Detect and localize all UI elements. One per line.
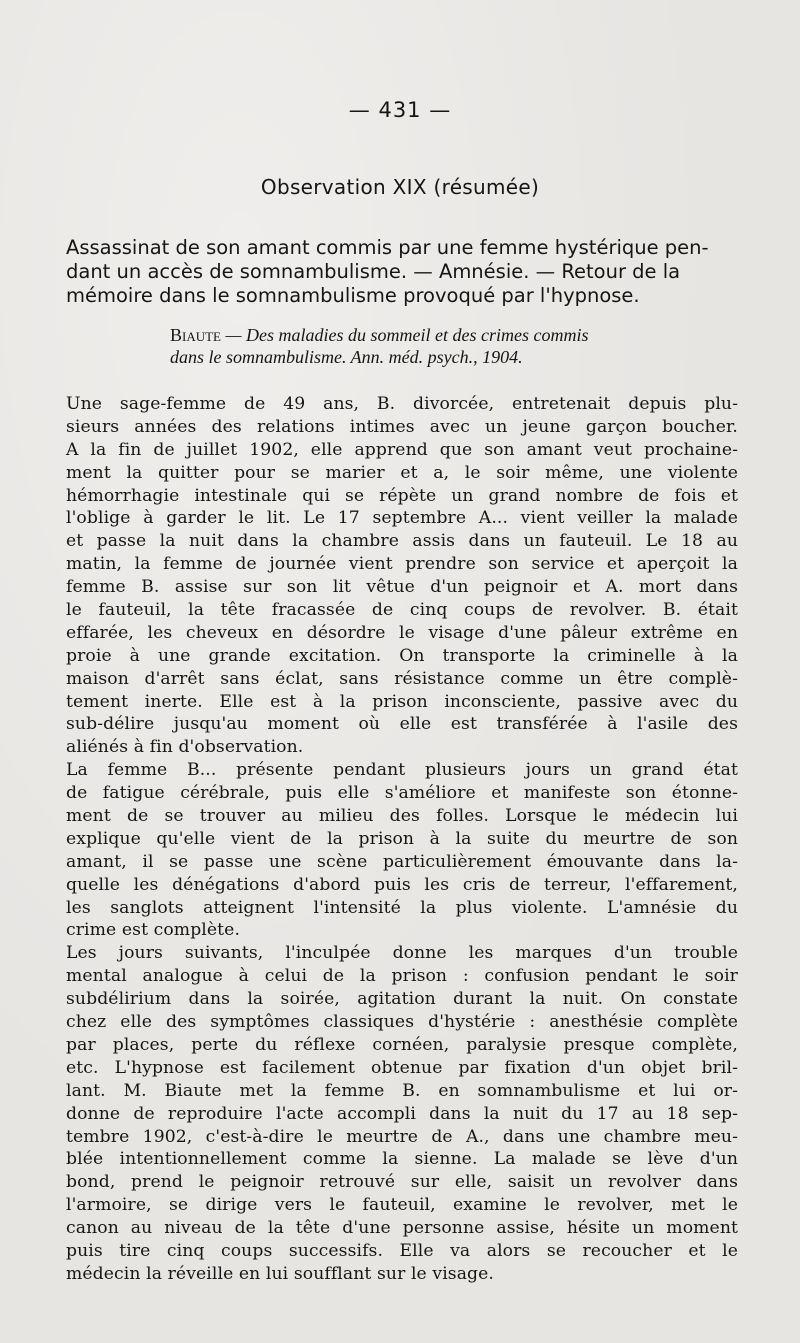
body-line: canon au niveau de la tête d'une personne assise, hésite un moment	[66, 1218, 738, 1239]
body-line: matin, la femme de journée vient prendre son service et aperçoit la	[66, 554, 738, 575]
body-line: amant, il se passe une scène particulièrement émouvante dans la-	[66, 851, 738, 872]
summary-line: Assassinat de son amant commis par une femme hystérique pen-	[66, 236, 709, 259]
body-line: A la fin de juillet 1902, elle apprend que son amant veut prochaine-	[66, 439, 738, 460]
body-line: ment de se trouver au milieu des folles. Lorsque le médecin lui	[66, 806, 738, 827]
body-line: et passe la nuit dans la chambre assis dans un fauteuil. Le 18 au	[66, 531, 738, 552]
case-summary	[66, 236, 738, 308]
body-line: donne de reproduire l'acte accompli dans la nuit du 17 au 18 sep-	[66, 1103, 738, 1124]
observation-title: Observation XIX (résumée)	[260, 175, 540, 199]
body-line: explique qu'elle vient de la prison à la suite du meurtre de son	[66, 828, 738, 849]
body-line: chez elle des symptômes classiques d'hystérie : anesthésie complète	[66, 1012, 738, 1033]
body-line: médecin la réveille en lui soufflant sur le visage.	[66, 1263, 494, 1284]
body-line: Une sage-femme de 49 ans, B. divorcée, entretenait depuis plu-	[66, 394, 738, 414]
body-line: proie à une grande excitation. On transporte la criminelle à la	[66, 645, 738, 666]
page-number: — 431 —	[348, 98, 452, 122]
body-line: les sanglots atteignent l'intensité la plus violente. L'amnésie du	[66, 897, 738, 918]
body-line: La femme B... présente pendant plusieurs jours un grand état	[66, 760, 738, 781]
summary-line: mémoire dans le somnambulisme provoqué par l'hypnose.	[66, 284, 640, 307]
body-line: lant. M. Biaute met la femme B. en somnambulisme et lui or-	[66, 1080, 738, 1101]
body-line: quelle les dénégations d'abord puis les cris de terreur, l'effarement,	[66, 874, 738, 895]
body-line: ment la quitter pour se marier et a, le soir même, une violente	[66, 462, 738, 483]
body-line: blée intentionnellement comme la sienne. La malade se lève d'un	[66, 1149, 738, 1170]
body-line: etc. L'hypnose est facilement obtenue par fixation d'un objet bril-	[66, 1057, 738, 1078]
summary-line: dant un accès de somnambulisme. — Amnésie. — Retour de la	[66, 260, 681, 283]
body-line: par places, perte du réflexe cornéen, paralysie presque complète,	[66, 1034, 738, 1055]
body-line: hémorrhagie intestinale qui se répète un grand nombre de fois et	[66, 485, 738, 506]
body-line: maison d'arrêt sans éclat, sans résistance comme un être complè-	[66, 668, 738, 689]
body-line: subdélirium dans la soirée, agitation durant la nuit. On constate	[66, 989, 738, 1010]
body-line: sieurs années des relations intimes avec un jeune garçon boucher.	[66, 416, 738, 437]
body-line: le fauteuil, la tête fracassée de cinq coups de revolver. B. était	[66, 600, 738, 621]
reference-line-2: dans le somnambulisme. Ann. méd. psych., 1904.	[170, 347, 523, 367]
reference-author: Biaute	[170, 325, 221, 345]
body-line: bond, prend le peignoir retrouvé sur elle, saisit un revolver dans	[66, 1172, 738, 1193]
body-line: Les jours suivants, l'inculpée donne les marques d'un trouble	[66, 943, 738, 964]
observation-body	[66, 393, 738, 1286]
body-line: puis tire cinq coups successifs. Elle va alors se recoucher et le	[66, 1240, 738, 1261]
body-line: aliénés à fin d'observation.	[66, 737, 304, 758]
bibliographic-reference	[66, 324, 738, 368]
body-line: crime est complète.	[66, 920, 241, 941]
body-line: tembre 1902, c'est-à-dire le meurtre de A., dans une chambre meu-	[66, 1126, 738, 1147]
body-line: sub-délire jusqu'au moment où elle est transférée à l'asile des	[66, 714, 738, 735]
body-line: effarée, les cheveux en désordre le visage d'une pâleur extrême en	[66, 622, 738, 643]
body-line: l'oblige à garder le lit. Le 17 septembre A... vient veiller la malade	[66, 508, 738, 529]
reference-title-start: — Des maladies du sommeil et des crimes commis	[221, 325, 589, 345]
reference-line-1	[66, 324, 738, 346]
body-line: tement inerte. Elle est à la prison inconsciente, passive avec du	[66, 691, 738, 712]
body-line: l'armoire, se dirige vers le fauteuil, examine le revolver, met le	[66, 1195, 738, 1216]
body-line: de fatigue cérébrale, puis elle s'améliore et manifeste son étonne-	[66, 783, 738, 804]
body-line: femme B. assise sur son lit vêtue d'un peignoir et A. mort dans	[66, 577, 738, 598]
body-line: mental analogue à celui de la prison : confusion pendant le soir	[66, 966, 738, 987]
